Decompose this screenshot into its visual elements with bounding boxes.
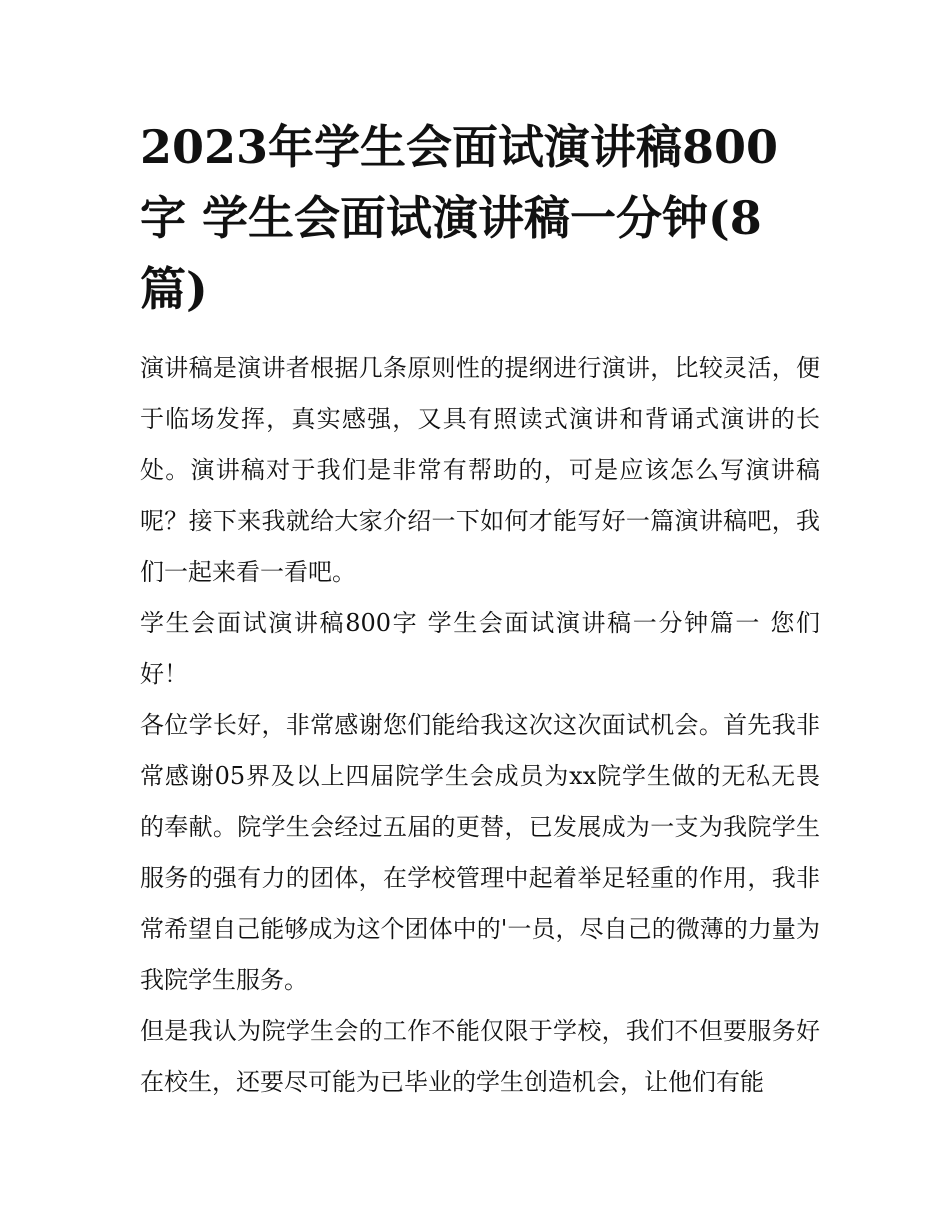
document-title: 2023年学生会面试演讲稿800字 学生会面试演讲稿一分钟(8篇) <box>140 120 779 316</box>
section-heading-paragraph: 学生会面试演讲稿800字 学生会面试演讲稿一分钟篇一 您们好！ <box>140 609 820 688</box>
document-body <box>140 112 820 1108</box>
intro-paragraph: 演讲稿是演讲者根据几条原则性的提纲进行演讲，比较灵活，便于临场发挥，真实感强，又具有照读式演讲和背诵式演讲的长处。演讲稿对于我们是非常有帮助的，可是应该怎么写演讲稿呢？接下来我就给大家介绍一下如何才能写好一篇演讲稿吧，我们一起来看一看吧。 <box>140 354 820 586</box>
body-paragraph: 但是我认为院学生会的工作不能仅限于学校，我们不但要服务好在校生，还要尽可能为已毕业的学生创造机会，让他们有能 <box>140 1017 820 1096</box>
body-paragraph: 各位学长好，非常感谢您们能给我这次这次面试机会。首先我非常感谢05界及以上四届院学生会成员为xx院学生做的无私无畏的奉献。院学生会经过五届的更替，已发展成为一支为我院学生服务的强有力的团体，在学校管理中起着举足轻重的作用，我非常希望自己能够成为这个团体中的'一员，尽自己的微薄的力量为我院学生服务。 <box>140 711 820 994</box>
